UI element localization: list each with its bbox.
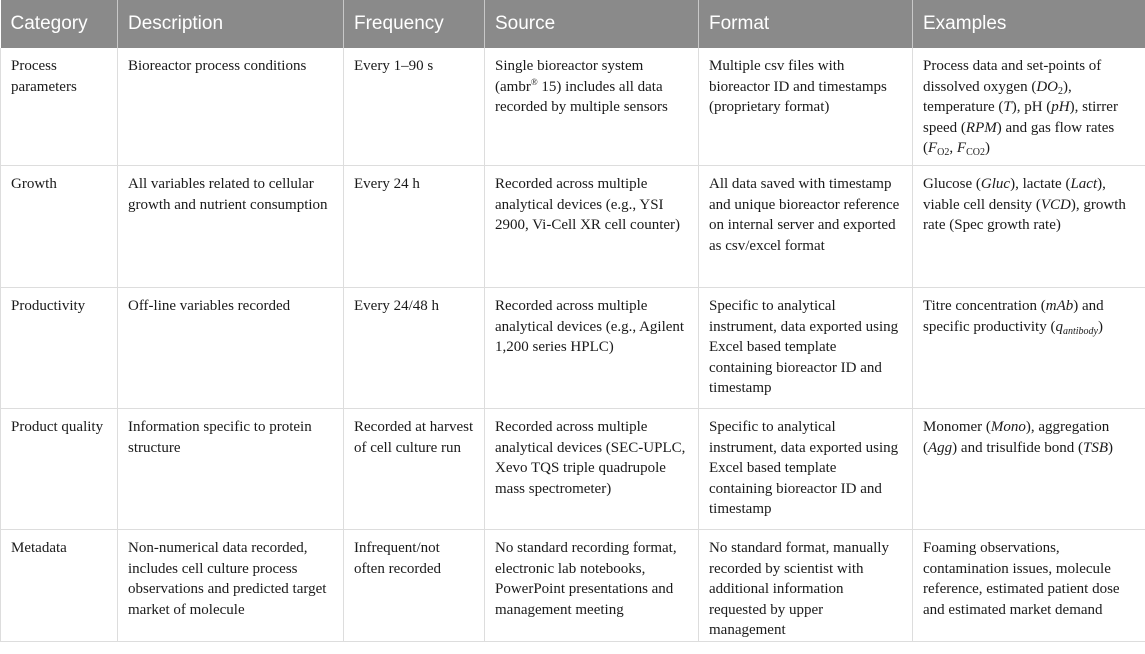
header-examples: Examples bbox=[913, 0, 1145, 48]
cell-frequency: Every 24 h bbox=[344, 166, 485, 288]
cell-source: Recorded across multiple analytical devices (e.g., Agilent 1,200 series HPLC) bbox=[485, 288, 699, 409]
header-category: Category bbox=[1, 0, 118, 48]
header-frequency: Frequency bbox=[344, 0, 485, 48]
cell-frequency: Every 24/48 h bbox=[344, 288, 485, 409]
cell-format: All data saved with timestamp and unique bioreactor reference on internal server and exported as csv/excel format bbox=[699, 166, 913, 288]
cell-format: Specific to analytical instrument, data exported using Excel based template containing bioreactor ID and timestamp bbox=[699, 409, 913, 530]
cell-description: Non-numerical data recorded, includes cell culture process observations and predicted target market of molecule bbox=[118, 530, 344, 642]
cell-format: No standard format, manually recorded by scientist with additional information requested by upper management bbox=[699, 530, 913, 642]
cell-description: Off-line variables recorded bbox=[118, 288, 344, 409]
cell-source: Recorded across multiple analytical devices (SEC-UPLC, Xevo TQS triple quadrupole mass spectrometer) bbox=[485, 409, 699, 530]
cell-category: Process parameters bbox=[1, 48, 118, 166]
cell-description: Bioreactor process conditions bbox=[118, 48, 344, 166]
cell-frequency: Infrequent/not often recorded bbox=[344, 530, 485, 642]
cell-category: Productivity bbox=[1, 288, 118, 409]
registered-mark: ® bbox=[530, 76, 538, 87]
cell-category: Product quality bbox=[1, 409, 118, 530]
cell-examples: Foaming observations, contamination issues, molecule reference, estimated patient dose and estimated market demand bbox=[913, 530, 1145, 642]
cell-description: Information specific to protein structure bbox=[118, 409, 344, 530]
cell-examples: Process data and set-points of dissolved oxygen $(DO_2)$, temperature (T), pH (pH), stirrer speed (RPM) and gas flow rates ($F_{O2}$, $F_{CO2}$) bbox=[913, 48, 1145, 166]
cell-category: Metadata bbox=[1, 530, 118, 642]
table-row-metadata bbox=[1, 530, 1145, 642]
table-row-productivity bbox=[1, 288, 1145, 409]
header-description: Description bbox=[118, 0, 344, 48]
table-row-growth bbox=[1, 166, 1145, 288]
cell-format: Multiple csv files with bioreactor ID and timestamps (proprietary format) bbox=[699, 48, 913, 166]
cell-examples: Glucose (Gluc), lactate (Lact), viable cell density (VCD), growth rate (Spec growth rate) bbox=[913, 166, 1145, 288]
cell-examples: Monomer (Mono), aggregation (Agg) and trisulfide bond (TSB) bbox=[913, 409, 1145, 530]
header-row bbox=[1, 0, 1145, 48]
cell-examples: Titre concentration (mAb) and specific productivity $(q_{antibody})$ bbox=[913, 288, 1145, 409]
cell-description: All variables related to cellular growth and nutrient consumption bbox=[118, 166, 344, 288]
cell-format: Specific to analytical instrument, data exported using Excel based template containing bioreactor ID and timestamp bbox=[699, 288, 913, 409]
cell-frequency: Recorded at harvest of cell culture run bbox=[344, 409, 485, 530]
cell-source: No standard recording format, electronic lab notebooks, PowerPoint presentations and management meeting bbox=[485, 530, 699, 642]
cell-source: Single bioreactor system (ambr® 15) includes all data recorded by multiple sensors bbox=[485, 48, 699, 166]
cell-category: Growth bbox=[1, 166, 118, 288]
cell-source: Recorded across multiple analytical devices (e.g., YSI 2900, Vi-Cell XR cell counter) bbox=[485, 166, 699, 288]
table-row-product-quality bbox=[1, 409, 1145, 530]
table-row-process-parameters bbox=[1, 48, 1145, 166]
header-format: Format bbox=[699, 0, 913, 48]
header-source: Source bbox=[485, 0, 699, 48]
cell-frequency: Every 1–90 s bbox=[344, 48, 485, 166]
